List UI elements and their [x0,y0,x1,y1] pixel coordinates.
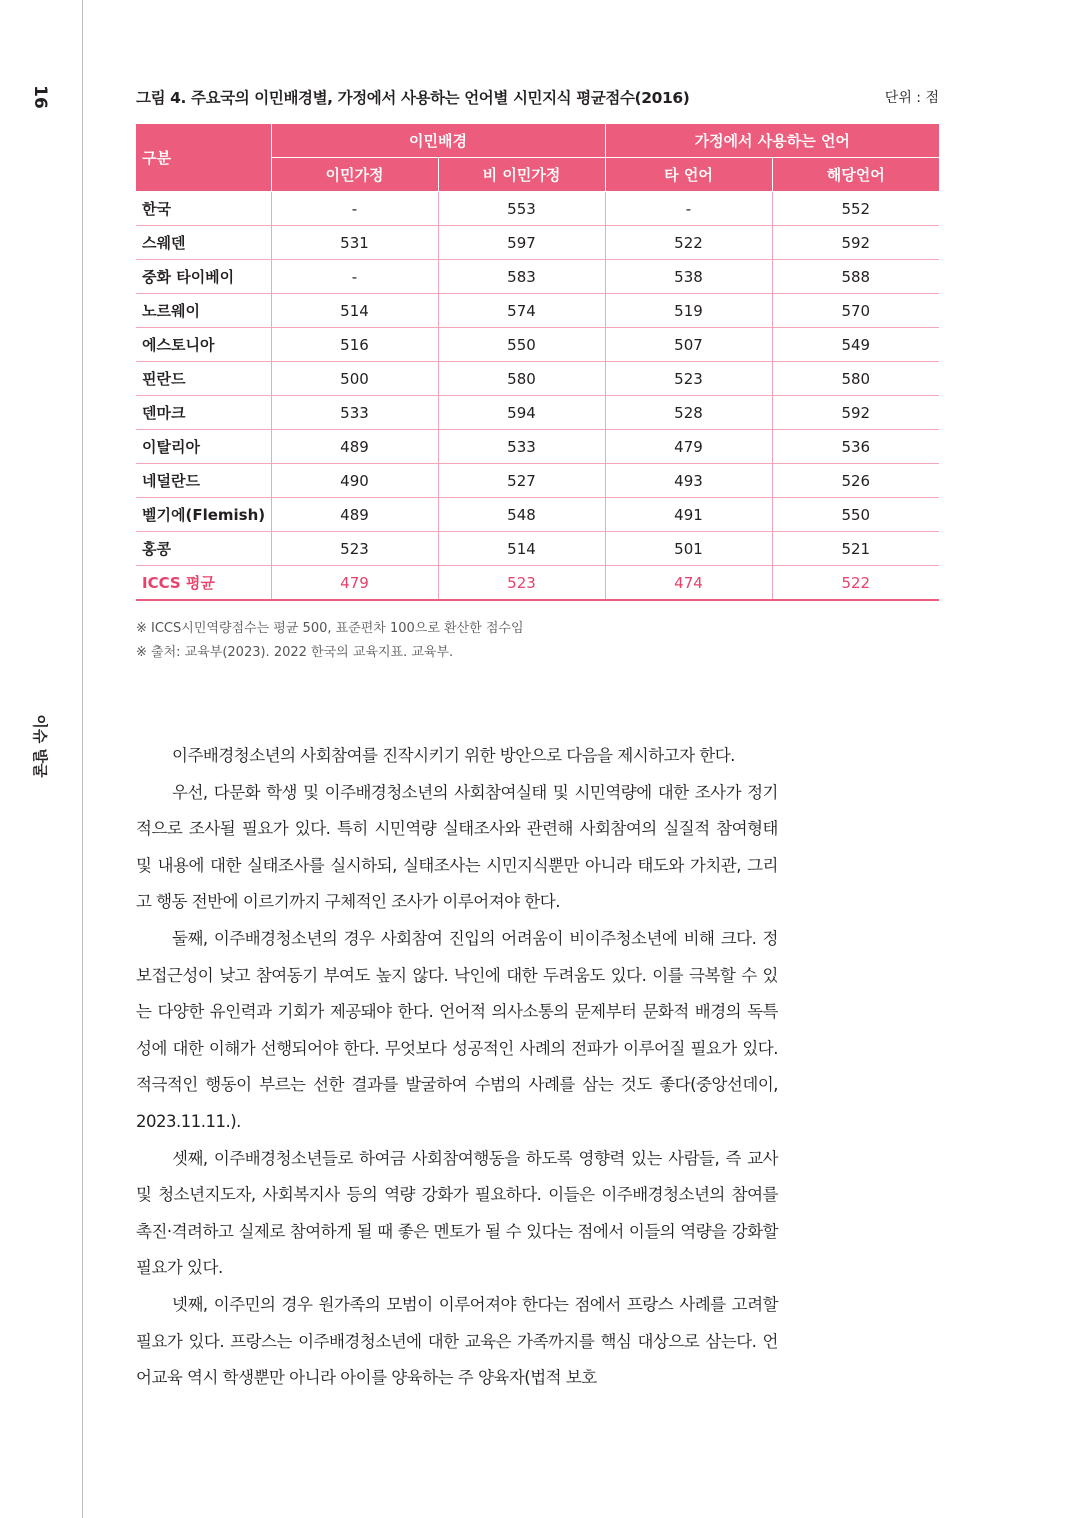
score-cell: 523 [271,532,438,566]
table-row [136,396,939,430]
score-cell: 553 [438,192,605,226]
score-cell: 479 [605,430,772,464]
table-row-average [136,566,939,601]
score-cell: 490 [271,464,438,498]
country-cell: 노르웨이 [136,294,271,328]
country-cell: ICCS 평균 [136,566,271,601]
table-row [136,362,939,396]
score-cell: - [271,192,438,226]
score-cell: 548 [438,498,605,532]
country-cell: 덴마크 [136,396,271,430]
score-cell: 580 [438,362,605,396]
score-cell: 527 [438,464,605,498]
score-cell: 531 [271,226,438,260]
country-cell: 네덜란드 [136,464,271,498]
score-cell: 588 [772,260,939,294]
section-title-vertical: 이슈 발굴 [31,714,49,778]
score-cell: 580 [772,362,939,396]
paragraph: 둘째, 이주배경청소년의 경우 사회참여 진입의 어려움이 비이주청소년에 비해 크다. 정보접근성이 낮고 참여동기 부여도 높지 않다. 낙인에 대한 두려움도 있다. 이를 극복할 수 있는 다양한 유인력과 기회가 제공돼야 한다. 언어적 의사소통의 문제부터 문화적 배경의 독특성에 대한 이해가 선행되어야 한다. 무엇보다 성공적인 사례의 전파가 이루어질 필요가 있다. 적극적인 행동이 부르는 선한 결과를 발굴하여 수범의 사례를 삼는 것도 좋다(중앙선데이, 2023.11.11.). [136,928,778,1131]
table-row [136,294,939,328]
table-row [136,328,939,362]
table-row [136,498,939,532]
paragraph: 이주배경청소년의 사회참여를 진작시키기 위한 방안으로 다음을 제시하고자 한다. [172,746,735,765]
table-row [136,430,939,464]
score-cell: 522 [772,566,939,601]
score-cell: 493 [605,464,772,498]
score-cell: 533 [271,396,438,430]
table-row [136,226,939,260]
score-cell: 536 [772,430,939,464]
header-home-language: 가정에서 사용하는 언어 [605,124,939,158]
country-cell: 한국 [136,192,271,226]
score-cell: - [605,192,772,226]
note-source: ※ 출처: 교육부(2023). 2022 한국의 교육지표. 교육부. [136,645,454,660]
score-cell: 519 [605,294,772,328]
table-row [136,532,939,566]
margin-divider-line [82,0,83,1518]
score-cell: 594 [438,396,605,430]
score-cell: 523 [605,362,772,396]
country-cell: 에스토니아 [136,328,271,362]
score-cell: 474 [605,566,772,601]
score-cell: 479 [271,566,438,601]
page-number: 16 [30,85,50,109]
score-cell: 516 [271,328,438,362]
score-cell: 538 [605,260,772,294]
header-test-language: 해당언어 [772,158,939,192]
score-cell: 597 [438,226,605,260]
score-cell: 550 [772,498,939,532]
score-cell: 583 [438,260,605,294]
figure-header [136,86,939,110]
score-cell: - [271,260,438,294]
note-scale: ※ ICCS시민역량점수는 평균 500, 표준편차 100으로 환산한 점수임 [136,621,524,636]
score-cell: 522 [605,226,772,260]
table-row [136,464,939,498]
score-cell: 526 [772,464,939,498]
header-immigration-background: 이민배경 [271,124,605,158]
score-cell: 592 [772,396,939,430]
score-cell: 489 [271,498,438,532]
score-cell: 574 [438,294,605,328]
table-row [136,192,939,226]
score-cell: 489 [271,430,438,464]
paragraph: 넷째, 이주민의 경우 원가족의 모범이 이루어져야 한다는 점에서 프랑스 사례를 고려할 필요가 있다. 프랑스는 이주배경청소년에 대한 교육은 가족까지를 핵심 대상으로 삼는다. 언어교육 역시 학생뿐만 아니라 아이를 양육하는 주 양육자(법적 보호 [136,1294,778,1388]
score-cell: 549 [772,328,939,362]
figure-notes [136,617,939,665]
score-cell: 552 [772,192,939,226]
figure-title: 그림 4. 주요국의 이민배경별, 가정에서 사용하는 언어별 시민지식 평균점수(2016) [136,89,690,107]
score-cell: 528 [605,396,772,430]
header-immigrant-family: 이민가정 [271,158,438,192]
score-cell: 514 [438,532,605,566]
score-cell: 507 [605,328,772,362]
score-cell: 570 [772,294,939,328]
country-cell: 벨기에(Flemish) [136,498,271,532]
score-table [136,124,939,601]
score-cell: 491 [605,498,772,532]
country-cell: 이탈리아 [136,430,271,464]
body-text [136,738,778,1397]
country-cell: 홍콩 [136,532,271,566]
score-cell: 514 [271,294,438,328]
country-cell: 중화 타이베이 [136,260,271,294]
score-cell: 550 [438,328,605,362]
header-other-language: 타 언어 [605,158,772,192]
country-cell: 핀란드 [136,362,271,396]
score-cell: 523 [438,566,605,601]
figure-unit: 단위 : 점 [884,90,939,106]
paragraph: 셋째, 이주배경청소년들로 하여금 사회참여행동을 하도록 영향력 있는 사람들, 즉 교사 및 청소년지도자, 사회복지사 등의 역량 강화가 필요하다. 이들은 이주배경청소년의 참여를 촉진·격려하고 실제로 참여하게 될 때 좋은 멘토가 될 수 있다는 점에서 이들의 역량을 강화할 필요가 있다. [136,1148,778,1278]
header-category: 구분 [136,124,271,192]
table-body [136,192,939,601]
header-non-immigrant-family: 비 이민가정 [438,158,605,192]
score-cell: 501 [605,532,772,566]
score-cell: 500 [271,362,438,396]
score-cell: 592 [772,226,939,260]
score-cell: 521 [772,532,939,566]
table-row [136,260,939,294]
country-cell: 스웨덴 [136,226,271,260]
score-cell: 533 [438,430,605,464]
paragraph: 우선, 다문화 학생 및 이주배경청소년의 사회참여실태 및 시민역량에 대한 조사가 정기적으로 조사될 필요가 있다. 특히 시민역량 실태조사와 관련해 사회참여의 실질적 참여형태 및 내용에 대한 실태조사를 실시하되, 실태조사는 시민지식뿐만 아니라 태도와 가치관, 그리고 행동 전반에 이르기까지 구체적인 조사가 이루어져야 한다. [136,782,778,912]
